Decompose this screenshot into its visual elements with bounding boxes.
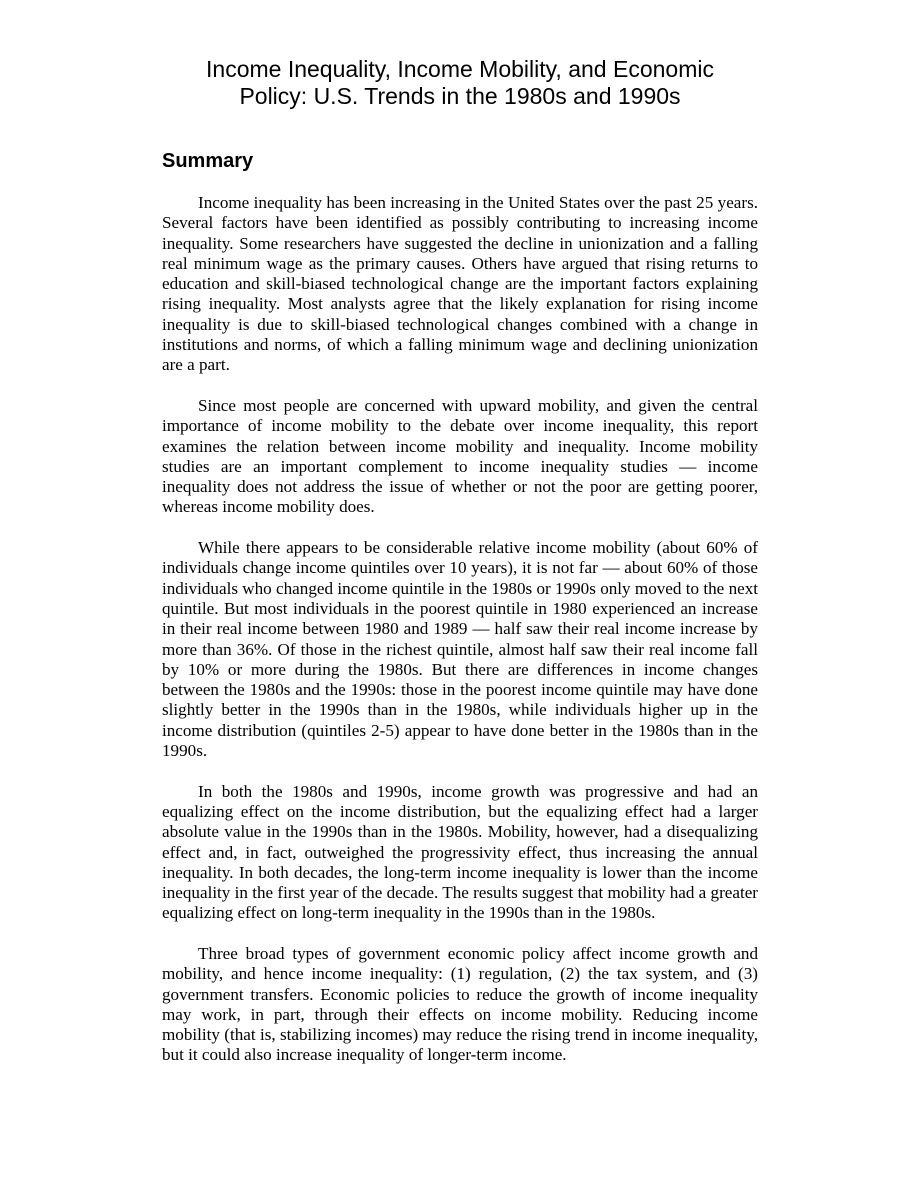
paragraph: Income inequality has been increasing in the United States over the past 25 years. Several factors have been identified as possibly contributing to increasing income inequality. Some researchers have suggested the decline in unionization and a falling real minimum wage as the primary causes. Others have argued that rising returns to education and skill-biased technological change are the important factors explaining rising inequality. Most analysts agree that the likely explanation for rising income inequality is due to skill-biased technological changes combined with a change in institutions and norms, of which a falling minimum wage and declining unionization are a part. (162, 193, 758, 375)
summary-body (162, 193, 758, 1086)
section-heading: Summary (162, 150, 254, 172)
paragraph: Since most people are concerned with upward mobility, and given the central importance of income mobility to the debate over income inequality, this report examines the relation between income mobility and inequality. Income mobility studies are an important complement to income inequality studies — income inequality does not address the issue of whether or not the poor are getting poorer, whereas income mobility does. (162, 395, 758, 517)
document-title (110, 56, 810, 110)
paragraph: Three broad types of government economic policy affect income growth and mobility, and hence income inequality: (1) regulation, (2) the tax system, and (3) government transfers. Economic policies to reduce the growth of income inequality may work, in part, through their effects on income mobility. Reducing income mobility (that is, stabilizing incomes) may reduce the rising trend in income inequality, but it could also increase inequality of longer-term income. (162, 943, 758, 1065)
title-line-2: Policy: U.S. Trends in the 1980s and 1990s (239, 83, 681, 109)
title-line-1: Income Inequality, Income Mobility, and Economic (206, 56, 714, 82)
paragraph: In both the 1980s and 1990s, income growth was progressive and had an equalizing effect on the income distribution, but the equalizing effect had a larger absolute value in the 1990s than in the 1980s. Mobility, however, had a disequalizing effect and, in fact, outweighed the progressivity effect, thus increasing the annual inequality. In both decades, the long-term income inequality is lower than the income inequality in the first year of the decade. The results suggest that mobility had a greater equalizing effect on long-term inequality in the 1990s than in the 1980s. (162, 781, 758, 923)
paragraph: While there appears to be considerable relative income mobility (about 60% of individuals change income quintiles over 10 years), it is not far — about 60% of those individuals who changed income quintile in the 1980s or 1990s only moved to the next quintile. But most individuals in the poorest quintile in 1980 experienced an increase in their real income between 1980 and 1989 — half saw their real income increase by more than 36%. Of those in the richest quintile, almost half saw their real income fall by 10% or more during the 1980s. But there are differences in income changes between the 1980s and the 1990s: those in the poorest income quintile may have done slightly better in the 1990s than in the 1980s, while individuals higher up in the income distribution (quintiles 2-5) appear to have done better in the 1980s than in the 1990s. (162, 538, 758, 761)
